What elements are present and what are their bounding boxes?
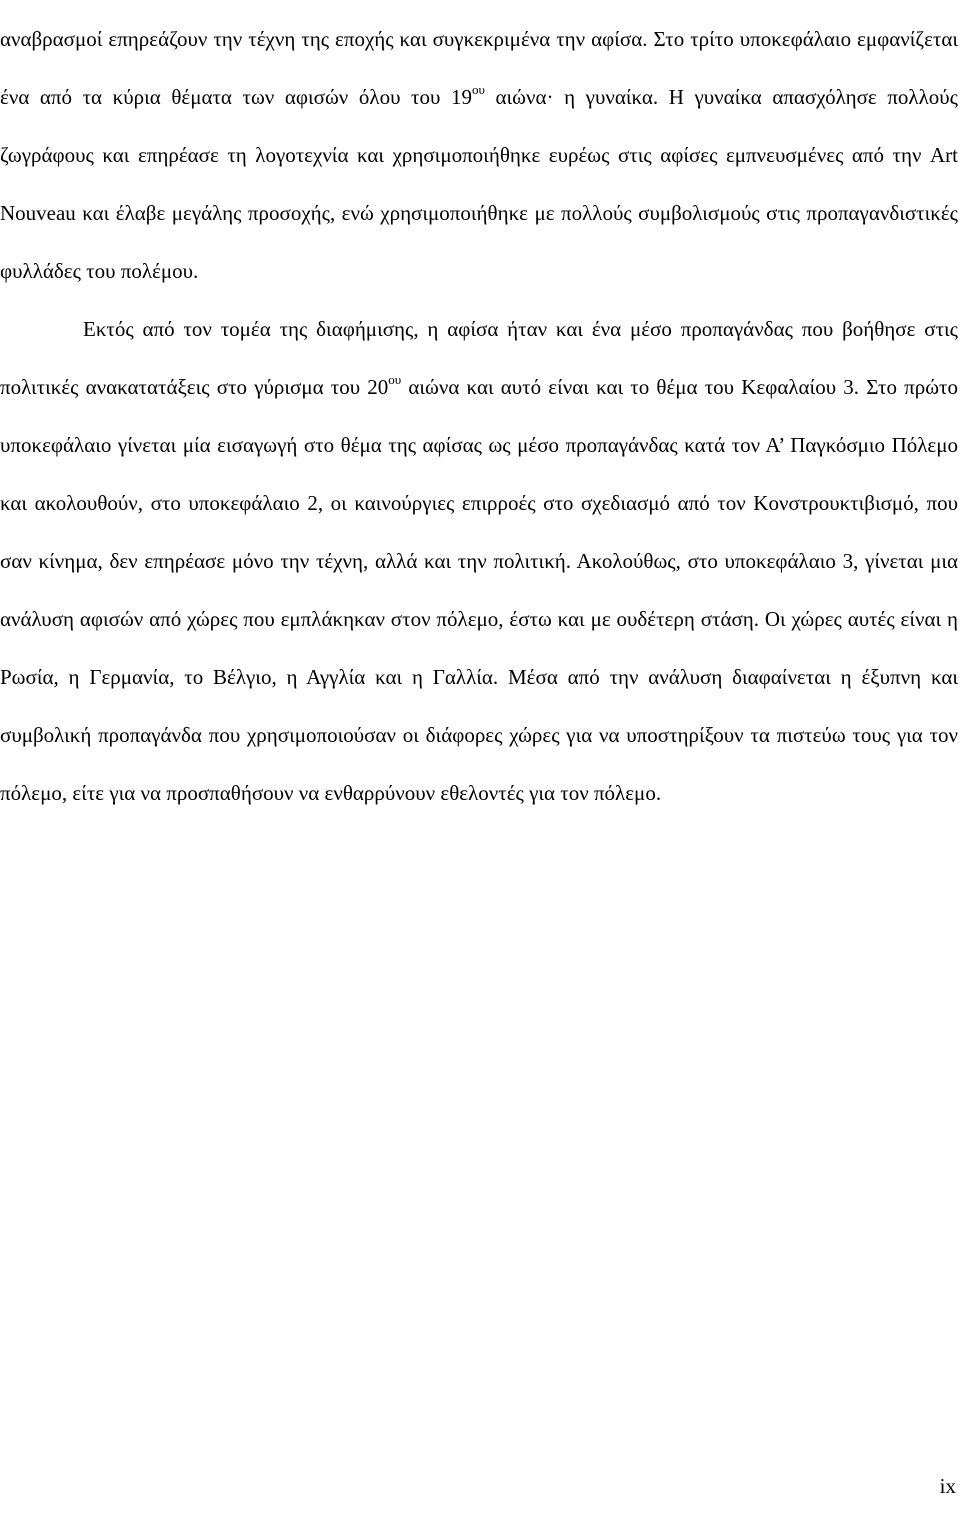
paragraph-1-text-end: αιώνα· η γυναίκα. Η γυναίκα απασχόλησε πολλούς ζωγράφους και επηρέασε τη λογοτεχνία και χρησιμοποιήθηκε ευρέως στις αφίσες εμπνευσμένες από την Art Nouveau και έλαβε μεγάλης προσοχής, ενώ χρησιμοποιήθηκε με πολλούς συμβολισμούς στις προπαγανδιστικές φυλλάδες του πολέμου. <box>0 85 958 283</box>
paragraph-2 <box>0 300 958 822</box>
page-number: ix <box>939 1474 956 1498</box>
body-text <box>0 10 958 822</box>
paragraph-2-text-end: αιώνα και αυτό είναι και το θέμα του Κεφαλαίου 3. Στο πρώτο υποκεφάλαιο γίνεται μία εισαγωγή στο θέμα της αφίσας ως μέσο προπαγάνδας κατά τον Α’ Παγκόσμιο Πόλεμο και ακολουθούν, στο υποκεφάλαιο 2, οι καινούργιες επιρροές στο σχεδιασμό από τον Κονστρουκτιβισμό, που σαν κίνημα, δεν επηρέασε μόνο την τέχνη, αλλά και την πολιτική. Ακολούθως, στο υποκεφάλαιο 3, γίνεται μια ανάλυση αφισών από χώρες που εμπλάκηκαν στον πόλεμο, έστω και με ουδέτερη στάση. Οι χώρες αυτές είναι η Ρωσία, η Γερμανία, το Βέλγιο, η Αγγλία και η Γαλλία. Μέσα από την ανάλυση διαφαίνεται η έξυπνη και συμβολική προπαγάνδα που χρησιμοποιούσαν οι διάφορες χώρες για να υποστηρίξουν τα πιστεύω τους για τον πόλεμο, είτε για να προσπαθήσουν να ενθαρρύνουν εθελοντές για τον πόλεμο. <box>0 375 958 805</box>
superscript-ou: ου <box>388 372 402 387</box>
paragraph-1 <box>0 10 958 300</box>
paragraph-1-text-start: αναβρασμοί επηρεάζουν την τέχνη της εποχής και συγκεκριμένα την αφίσα. Στο τρίτο υποκεφάλαιο εμφανίζεται ένα από τα κύρια θέματα των αφισών όλου του 19 <box>0 27 958 109</box>
superscript-ou: ου <box>472 82 485 97</box>
paragraph-2-text-start: Εκτός από τον τομέα της διαφήμισης, η αφίσα ήταν και ένα μέσο προπαγάνδας που βοήθησε στις πολιτικές ανακατατάξεις στο γύρισμα του 20 <box>0 317 958 399</box>
